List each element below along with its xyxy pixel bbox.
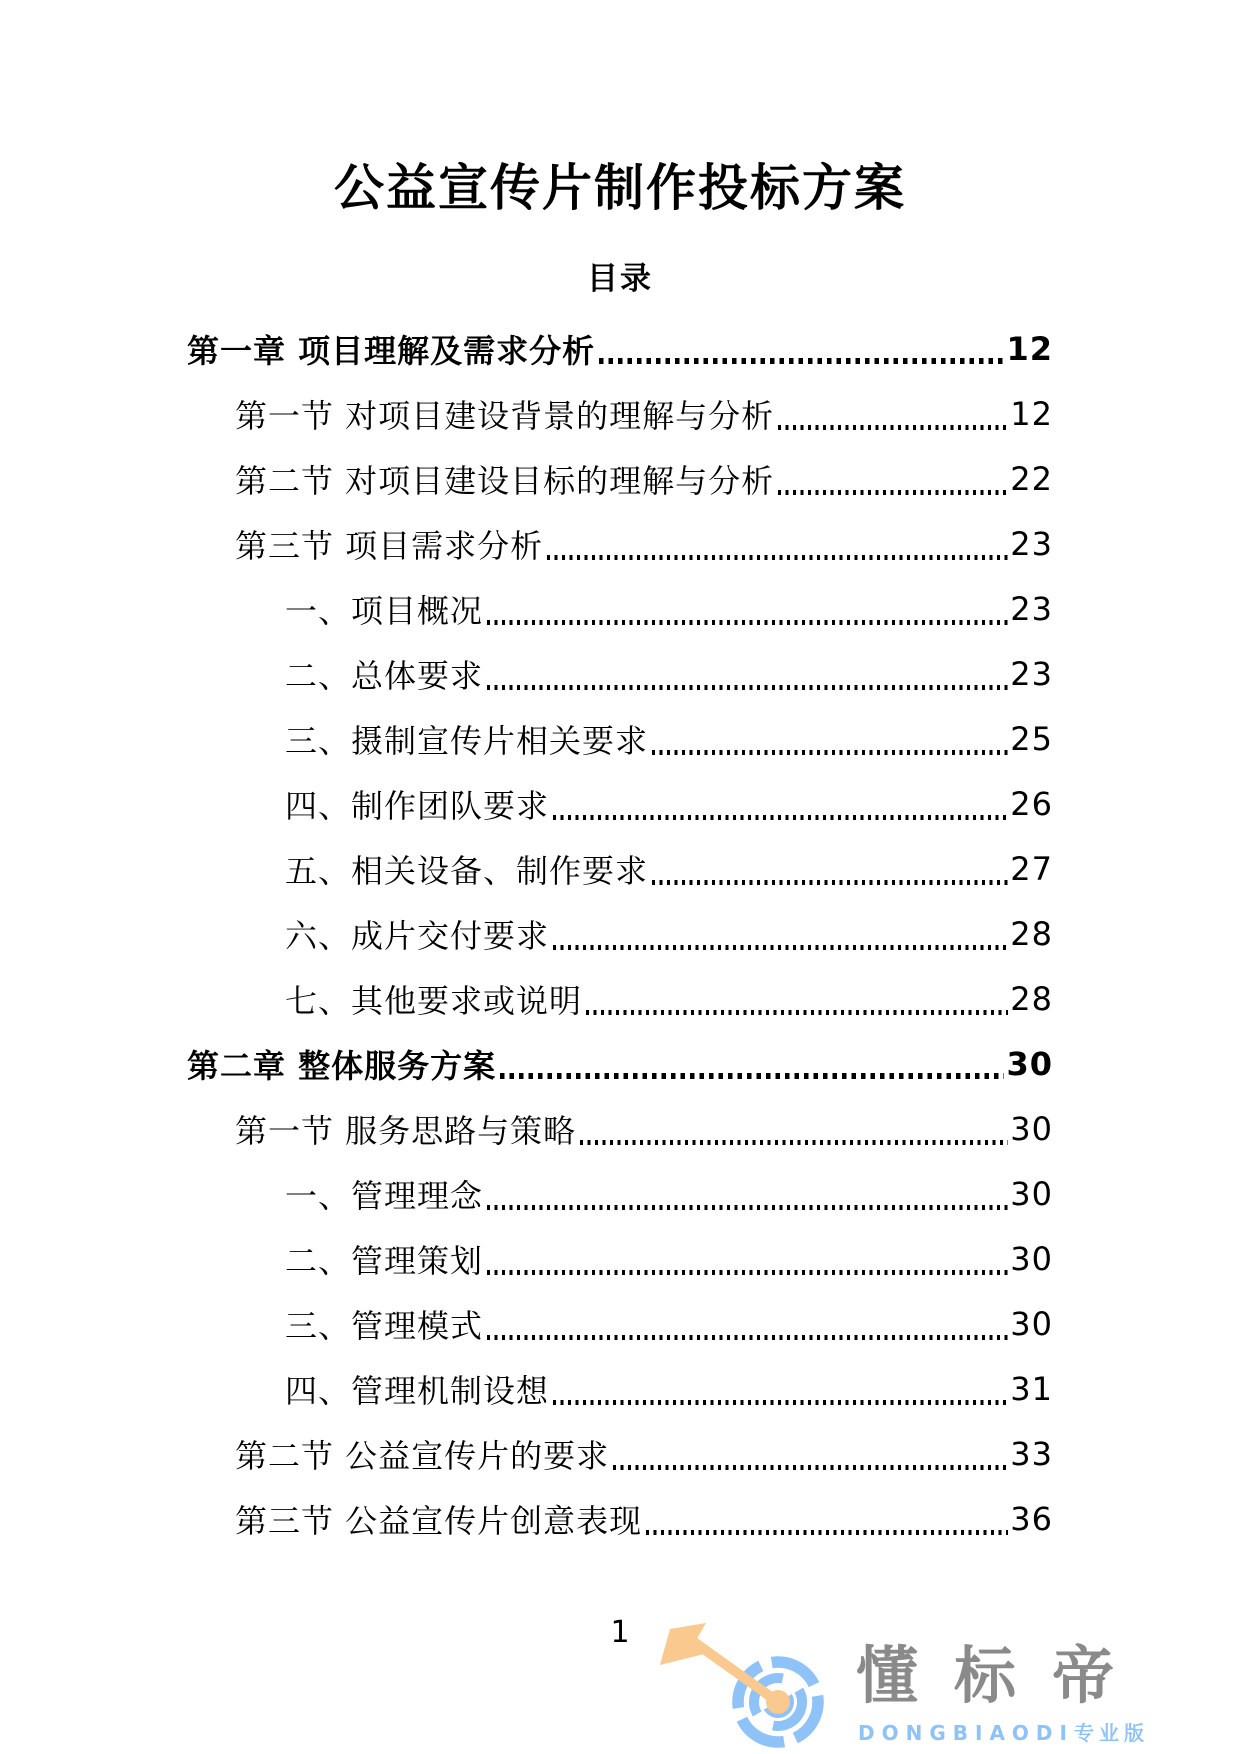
footer-page-number: 1 [610, 1614, 630, 1650]
toc-entry-page: 12 [1010, 395, 1053, 434]
toc-entry-label: 三、摄制宣传片相关要求 [285, 722, 649, 761]
toc-entry-page: 28 [1010, 980, 1053, 1019]
toc-entry [187, 642, 1053, 707]
toc-entry-label: 二、总体要求 [285, 657, 484, 696]
toc-entry-label: 第一节 服务思路与策略 [235, 1112, 577, 1151]
dot-leader [487, 1227, 1008, 1292]
toc-entry [187, 447, 1053, 512]
dot-leader [487, 1162, 1008, 1227]
dot-leader [487, 577, 1008, 642]
toc-entry-page: 36 [1010, 1500, 1053, 1539]
dot-leader [553, 902, 1008, 967]
toc-entry-label: 四、管理机制设想 [285, 1372, 550, 1411]
dot-leader [613, 1422, 1008, 1487]
toc-entry-label: 六、成片交付要求 [285, 917, 550, 956]
toc-entry [187, 1422, 1053, 1487]
document-title: 公益宣传片制作投标方案 [334, 159, 906, 217]
toc-entry-page: 30 [1010, 1175, 1053, 1214]
toc-entry-page: 28 [1010, 915, 1053, 954]
brand-subtitle [858, 1723, 1149, 1743]
toc-entry [187, 317, 1053, 382]
toc-entry-label: 第三节 公益宣传片创意表现 [235, 1502, 643, 1541]
toc-entry-label: 第一节 对项目建设背景的理解与分析 [235, 397, 775, 436]
toc-entry-page: 30 [1010, 1305, 1053, 1344]
toc-entry [187, 382, 1053, 447]
toc-entry [187, 772, 1053, 837]
dot-leader [500, 1032, 1004, 1097]
brand-edition: 专业版 [1073, 1721, 1149, 1745]
toc-entry-page: 12 [1006, 330, 1053, 369]
toc-entry-page: 30 [1010, 1240, 1053, 1279]
brand-name: 懂标帝 [856, 1639, 1151, 1712]
dot-leader [778, 382, 1008, 447]
toc-entry-page: 22 [1010, 460, 1053, 499]
dot-leader [778, 447, 1008, 512]
toc-entry-page: 27 [1010, 850, 1053, 889]
toc-entry-page: 25 [1010, 720, 1053, 759]
dot-leader [547, 512, 1008, 577]
toc-entry-label: 二、管理策划 [285, 1242, 484, 1281]
toc-entry-label: 四、制作团队要求 [285, 787, 550, 826]
toc-entry-label: 一、项目概况 [285, 592, 484, 631]
toc-heading: 目录 [587, 260, 653, 297]
dot-leader [652, 837, 1008, 902]
toc-entry [187, 1162, 1053, 1227]
toc-list [187, 317, 1053, 1552]
dot-leader [553, 1357, 1008, 1422]
toc-entry-label: 三、管理模式 [285, 1307, 484, 1346]
toc-entry-page: 23 [1010, 655, 1053, 694]
toc-entry [187, 577, 1053, 642]
toc-entry [187, 967, 1053, 1032]
toc-entry-label: 第二章 整体服务方案 [187, 1047, 497, 1086]
dot-leader [553, 772, 1008, 837]
toc-entry-label: 第三节 项目需求分析 [235, 527, 544, 566]
toc-entry-page: 26 [1010, 785, 1053, 824]
dot-leader [599, 317, 1004, 382]
toc-entry-label: 七、其他要求或说明 [285, 982, 583, 1021]
brand-subtitle-latin: DONGBIAODI [858, 1721, 1074, 1745]
toc-entry-page: 30 [1010, 1110, 1053, 1149]
toc-entry [187, 1487, 1053, 1552]
toc-entry-label: 第二节 对项目建设目标的理解与分析 [235, 462, 775, 501]
toc-entry-page: 23 [1010, 525, 1053, 564]
toc-entry [187, 707, 1053, 772]
toc-entry-page: 33 [1010, 1435, 1053, 1474]
toc-entry-page: 23 [1010, 590, 1053, 629]
dot-leader [487, 642, 1008, 707]
dot-leader [487, 1292, 1008, 1357]
toc-entry-page: 31 [1010, 1370, 1053, 1409]
toc-entry [187, 1032, 1053, 1097]
toc-entry [187, 1227, 1053, 1292]
dot-leader [646, 1487, 1008, 1552]
toc-entry [187, 1292, 1053, 1357]
dot-leader [652, 707, 1008, 772]
toc-entry [187, 1357, 1053, 1422]
toc-entry [187, 837, 1053, 902]
toc-entry [187, 1097, 1053, 1162]
toc-entry-label: 第一章 项目理解及需求分析 [187, 332, 596, 371]
toc-entry-label: 五、相关设备、制作要求 [285, 852, 649, 891]
dot-leader [586, 967, 1008, 1032]
toc-entry-label: 一、管理理念 [285, 1177, 484, 1216]
toc-entry [187, 902, 1053, 967]
toc-entry-label: 第二节 公益宣传片的要求 [235, 1437, 610, 1476]
toc-entry-page: 30 [1006, 1045, 1053, 1084]
toc-entry [187, 512, 1053, 577]
toc-content [187, 0, 1053, 1654]
dot-leader [580, 1097, 1008, 1162]
